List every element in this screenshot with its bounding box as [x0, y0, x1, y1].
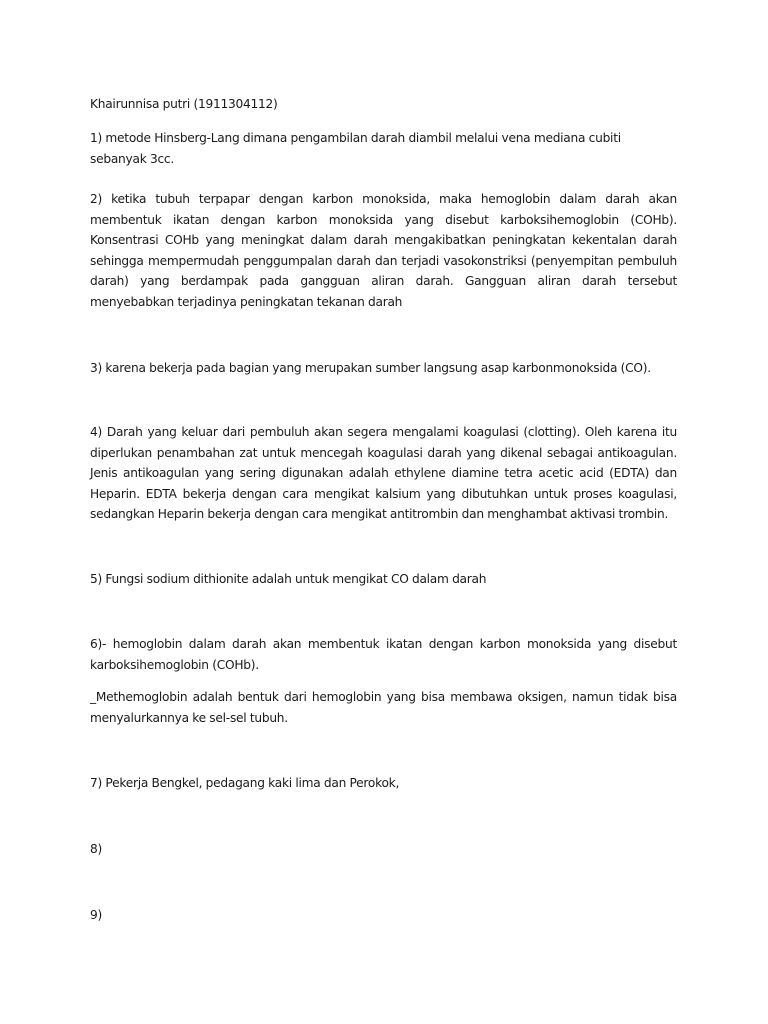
answer-5: 5) Fungsi sodium dithionite adalah untuk mengikat CO dalam darah	[90, 572, 487, 586]
answer-3: 3) karena bekerja pada bagian yang merupakan sumber langsung asap karbonmonoksida (CO).	[90, 361, 651, 375]
answer-7: 7) Pekerja Bengkel, pedagang kaki lima dan Perokok,	[90, 776, 400, 790]
answer-6-part-2: _Methemoglobin adalah bentuk dari hemoglobin yang bisa membawa oksigen, namun tidak bisa menyalurkannya ke sel-sel tubuh.	[90, 690, 677, 725]
author-line: Khairunnisa putri (1911304112)	[90, 97, 278, 111]
answer-8: 8)	[90, 842, 103, 856]
answer-6-part-1: 6)- hemoglobin dalam darah akan membentuk ikatan dengan karbon monoksida yang disebut karboksihemoglobin (COHb).	[90, 637, 677, 672]
answer-1: 1) metode Hinsberg-Lang dimana pengambilan darah diambil melalui vena mediana cubiti sebanyak 3cc.	[90, 131, 621, 166]
answer-2: 2) ketika tubuh terpapar dengan karbon monoksida, maka hemoglobin dalam darah akan membentuk ikatan dengan karbon monoksida yang disebut karboksihemoglobin (COHb). Konsentrasi COHb yang meningkat dalam darah mengakibatkan peningkatan kekentalan darah sehingga mempermudah penggumpalan darah dan terjadi vasokonstriksi (penyempitan pembuluh darah) yang berdampak pada gangguan aliran darah. Gangguan aliran darah tersebut menyebabkan terjadinya peningkatan tekanan darah	[90, 192, 677, 309]
answer-4: 4) Darah yang keluar dari pembuluh akan segera mengalami koagulasi (clotting). Oleh karena itu diperlukan penambahan zat untuk mencegah koagulasi darah yang dikenal sebagai antikoagulan. Jenis antikoagulan yang sering digunakan adalah ethylene diamine tetra acetic acid (EDTA) dan Heparin. EDTA bekerja dengan cara mengikat kalsium yang dibutuhkan untuk proses koagulasi, sedangkan Heparin bekerja dengan cara mengikat antitrombin dan menghambat aktivasi trombin.	[90, 425, 677, 521]
answer-9: 9)	[90, 908, 103, 922]
